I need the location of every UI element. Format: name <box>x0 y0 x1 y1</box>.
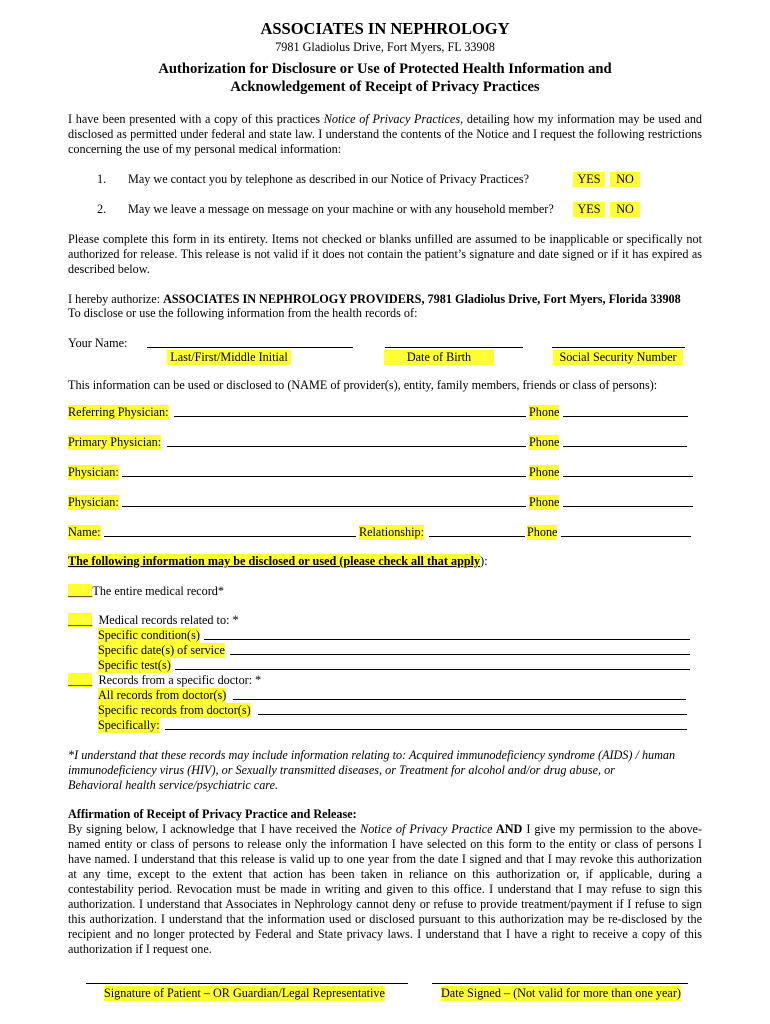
all-records-label: All records from doctor(s) <box>98 688 227 702</box>
ssn-field[interactable] <box>552 336 685 348</box>
physician-1-phone-label: Phone <box>529 465 560 479</box>
complete-note: Please complete this form in its entirety. Items not checked or blanks unfilled are assumed to be inapplicable or specifically not authorized for release. This release is not valid if it does not contain the patient’s signature and date signed or if it has expired as described below. <box>68 232 702 276</box>
question-1-yes[interactable]: YES <box>573 172 605 187</box>
physician-2-field[interactable] <box>122 495 526 507</box>
referring-phone-field[interactable] <box>563 405 688 417</box>
intro-paragraph: I have been presented with a copy of this practices Notice of Privacy Practices, detailing how my information may be used and disclosed as permitted under federal and state law. I understand the contents of the Notice and I request the following restrictions concerning the use of my personal medical information: <box>68 112 703 156</box>
specifically-field[interactable] <box>165 718 687 730</box>
affirmation-paragraph: By signing below, I acknowledge that I have received the Notice of Privacy Practice AND I give my permission to the above-named entity or class of persons to release only the information I have selected on this form to the entity or class of persons I have named. I understand that this release is valid up to one year from the date I signed and that I may revoke this authorization at any time, except to the extent that action has been taken in reliance on this authorization or, if applicable, during a contestability period. Revocation must be made in writing and given to this office. I understand that I may refuse to sign this authorization. I understand that Associates in Nephrology cannot deny or refuse to provide treatment/payment if I refuse to sign this authorization. I understand that the information used or disclosed pursuant to this authorization may be re-disclosed by the recipient and no longer protected by Federal and State privacy laws. I understand that I have a right to receive a copy of this authorization if I request one. <box>68 822 702 956</box>
referring-phone-label: Phone <box>529 405 560 419</box>
specifically-label: Specifically: <box>98 718 160 732</box>
name-caption: Last/First/Middle Initial <box>167 350 291 365</box>
aids-note-line3: Behavioral health service/psychiatric care. <box>68 778 279 792</box>
disclose-to-text: This information can be used or disclosed to (NAME of provider(s), entity, family members, friends or class of persons): <box>68 378 658 392</box>
physician-2-label: Physician: <box>68 495 119 509</box>
specific-tests-label: Specific test(s) <box>98 658 171 672</box>
dob-field[interactable] <box>385 336 523 348</box>
other-name-field[interactable] <box>104 525 356 537</box>
org-title: ASSOCIATES IN NEPHROLOGY <box>260 19 510 38</box>
option-medical-related[interactable]: ____ Medical records related to: * <box>68 613 239 627</box>
specific-conditions-field[interactable] <box>204 628 690 640</box>
patient-signature-caption: Signature of Patient – OR Guardian/Legal Representative <box>104 986 385 1000</box>
physician-1-field[interactable] <box>122 465 526 477</box>
specific-records-field[interactable] <box>258 703 687 715</box>
form-title-line2: Acknowledgement of Receipt of Privacy Practices <box>230 79 540 95</box>
physician-1-phone-field[interactable] <box>563 465 693 477</box>
your-name-label: Your Name: <box>68 336 128 350</box>
referring-physician-field[interactable] <box>174 405 526 417</box>
question-2-text: May we leave a message on message on your machine or with any household member? <box>128 202 554 216</box>
question-2-no[interactable]: NO <box>610 202 640 217</box>
option-medical-checkbox[interactable]: ____ <box>68 613 93 627</box>
your-name-field[interactable] <box>147 336 353 348</box>
option-entire-checkbox[interactable]: ____ <box>68 584 93 598</box>
referring-physician-label: Referring Physician: <box>68 405 169 419</box>
dob-caption: Date of Birth <box>384 350 494 365</box>
all-records-field[interactable] <box>233 688 686 700</box>
aids-note-line2: immunodeficiency virus (HIV), or Sexually transmitted diseases, or Treatment for alcohol and/or drug abuse, or <box>68 763 615 777</box>
physician-2-phone-field[interactable] <box>563 495 693 507</box>
patient-signature-line[interactable] <box>86 983 408 984</box>
primary-phone-field[interactable] <box>563 435 687 447</box>
primary-phone-label: Phone <box>529 435 560 449</box>
ssn-caption: Social Security Number <box>553 350 683 365</box>
question-1-no[interactable]: NO <box>610 172 640 187</box>
specific-tests-field[interactable] <box>175 658 690 670</box>
date-signed-caption: Date Signed – (Not valid for more than one year) <box>441 986 681 1000</box>
other-phone-label: Phone <box>527 525 558 539</box>
specific-conditions-label: Specific condition(s) <box>98 628 200 642</box>
other-phone-field[interactable] <box>561 525 691 537</box>
form-title-line1: Authorization for Disclosure or Use of Protected Health Information and <box>158 61 612 77</box>
specific-records-label: Specific records from doctor(s) <box>98 703 251 717</box>
specific-dates-field[interactable] <box>230 643 690 655</box>
option-doctor-checkbox[interactable]: ____ <box>68 673 93 687</box>
relationship-field[interactable] <box>429 525 525 537</box>
aids-note-line1: *I understand that these records may include information relating to: Acquired immunodeficiency syndrome (AIDS) / human <box>68 748 676 762</box>
question-2-yes[interactable]: YES <box>573 202 605 217</box>
other-name-label: Name: <box>68 525 101 539</box>
primary-physician-field[interactable] <box>167 435 526 447</box>
option-from-doctor[interactable]: ____ Records from a specific doctor: * <box>68 673 262 687</box>
question-1-number: 1. <box>97 172 107 186</box>
option-entire-record[interactable]: ____The entire medical record* <box>68 584 224 598</box>
date-signed-line[interactable] <box>432 983 688 984</box>
physician-2-phone-label: Phone <box>529 495 560 509</box>
question-1-text: May we contact you by telephone as described in our Notice of Privacy Practices? <box>128 172 530 186</box>
authorize-line2: To disclose or use the following information from the health records of: <box>68 306 418 320</box>
org-address: 7981 Gladiolus Drive, Fort Myers, FL 33908 <box>275 40 495 54</box>
affirmation-heading: Affirmation of Receipt of Privacy Practice and Release: <box>68 807 357 821</box>
primary-physician-label: Primary Physician: <box>68 435 162 449</box>
question-2-number: 2. <box>97 202 107 216</box>
authorize-line: I hereby authorize: ASSOCIATES IN NEPHROLOGY PROVIDERS, 7981 Gladiolus Drive, Fort Myers, Florida 33908 <box>68 292 681 306</box>
disclosed-heading: The following information may be disclosed or used (please check all that apply): <box>68 554 488 568</box>
physician-1-label: Physician: <box>68 465 119 479</box>
specific-dates-label: Specific date(s) of service <box>98 643 225 657</box>
relationship-label: Relationship: <box>359 525 424 539</box>
